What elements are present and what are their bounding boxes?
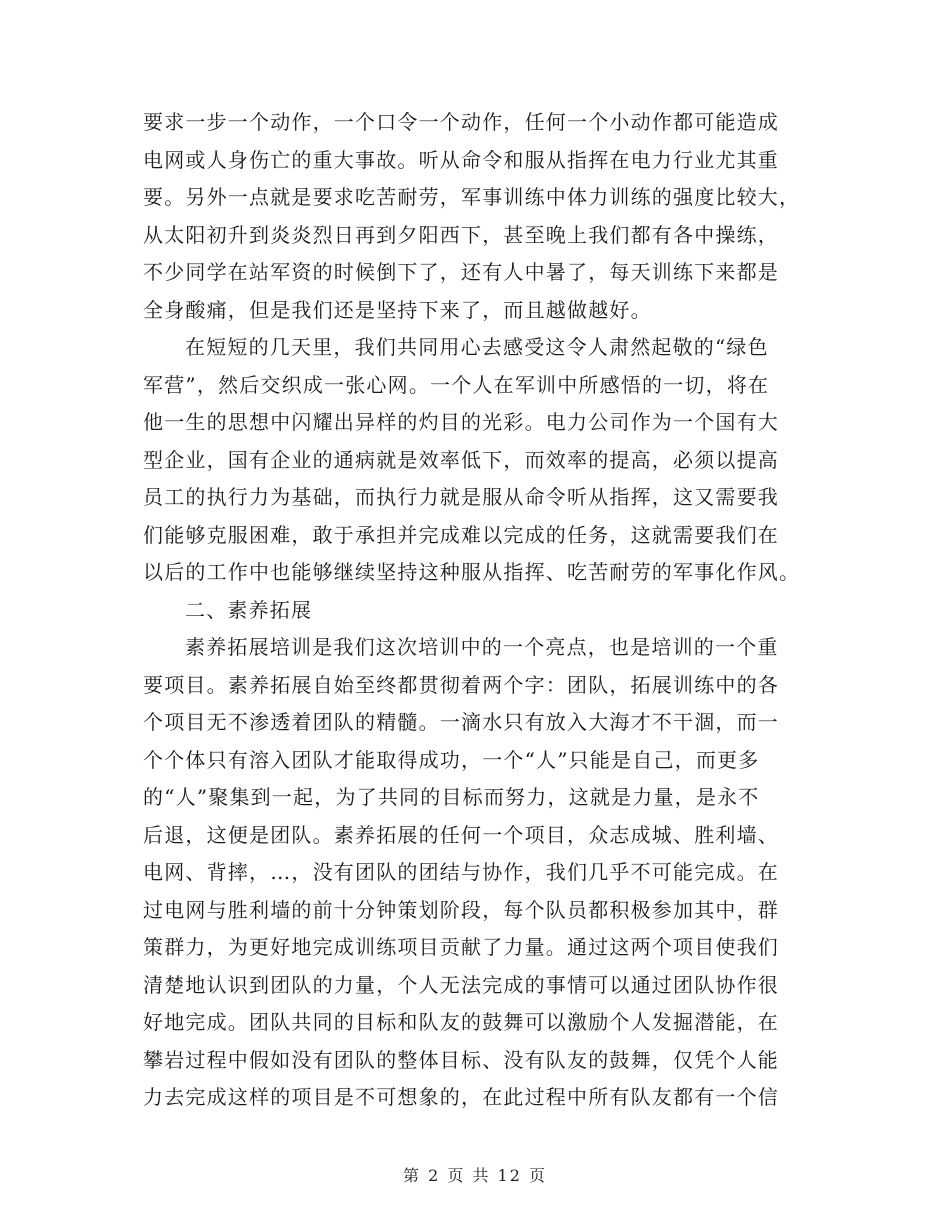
text-line: 后退，这便是团队。素养拓展的任何一个项目，众志成城、胜利墙、: [143, 822, 779, 847]
text-line: 员工的执行力为基础，而执行力就是服从命令听从指挥，这又需要我: [143, 485, 779, 509]
paragraph-military-training-requirements: [143, 104, 807, 329]
text-line: 要项目。素养拓展自始至终都贯彻着两个字：团队，拓展训练中的各: [143, 672, 779, 697]
text-line: 从太阳初升到炎炎烈日再到夕阳西下，甚至晚上我们都有各中操练，: [143, 222, 779, 247]
text-line: 以后的工作中也能够继续坚持这种服从指挥、吃苦耐劳的军事化作风。: [143, 560, 801, 584]
text-line: 清楚地认识到团队的力量，个人无法完成的事情可以通过团队协作很: [143, 972, 779, 997]
text-line: 过电网与胜利墙的前十分钟策划阶段，每个队员都积极参加其中，群: [143, 897, 779, 922]
page-number-label: 第 2 页 共 12 页: [403, 1166, 547, 1185]
paragraph-team-expansion: [143, 629, 807, 1117]
text-line: 电网、背摔，…，没有团队的团结与协作，我们几乎不可能完成。在: [143, 860, 779, 884]
paragraph-green-barracks: [143, 329, 807, 592]
section-heading: 二、素养拓展: [185, 597, 313, 622]
text-line: 型企业，国有企业的通病就是效率低下，而效率的提高，必须以提高: [143, 447, 779, 472]
text-line: 他一生的思想中闪耀出异样的灼目的光彩。电力公司作为一个国有大: [143, 410, 779, 434]
text-line: 全身酸痛，但是我们还是坚持下来了，而且越做越好。: [143, 297, 652, 322]
text-line: 策群力，为更好地完成训练项目贡献了力量。通过这两个项目使我们: [143, 935, 779, 959]
section-heading-quality-expansion: [143, 592, 807, 630]
text-line: 素养拓展培训是我们这次培训中的一个亮点，也是培训的一个重: [185, 635, 779, 659]
text-line: 力去完成这样的项目是不可想象的，在此过程中所有队友都有一个信: [143, 1085, 779, 1109]
text-line: 在短短的几天里，我们共同用心去感受这令人肃然起敬的“绿色: [185, 335, 769, 359]
text-line: 不少同学在站军资的时候倒下了，还有人中暑了，每天训练下来都是: [143, 260, 779, 284]
page-footer: [0, 1163, 950, 1186]
text-line: 要求一步一个动作，一个口令一个动作，任何一个小动作都可能造成: [143, 110, 779, 134]
text-line: 军营”，然后交织成一张心网。一个人在军训中所感悟的一切，将在: [143, 372, 770, 397]
text-line: 要。另外一点就是要求吃苦耐劳，军事训练中体力训练的强度比较大，: [143, 185, 801, 209]
text-line: 个项目无不渗透着团队的精髓。一滴水只有放入大海才不干涸，而一: [143, 710, 779, 734]
text-line: 好地完成。团队共同的目标和队友的鼓舞可以激励个人发掘潜能，在: [143, 1010, 779, 1034]
text-line: 电网或人身伤亡的重大事故。听从命令和服从指挥在电力行业尤其重: [143, 147, 779, 172]
text-line: 的“人”聚集到一起，为了共同的目标而努力，这就是力量，是永不: [143, 785, 760, 809]
text-line: 个个体只有溶入团队才能取得成功，一个“人”只能是自己，而更多: [143, 747, 760, 772]
text-line: 攀岩过程中假如没有团队的整体目标、没有队友的鼓舞，仅凭个人能: [143, 1047, 779, 1072]
text-line: 们能够克服困难，敢于承担并完成难以完成的任务，这就需要我们在: [143, 522, 779, 547]
document-body: [143, 104, 807, 1117]
